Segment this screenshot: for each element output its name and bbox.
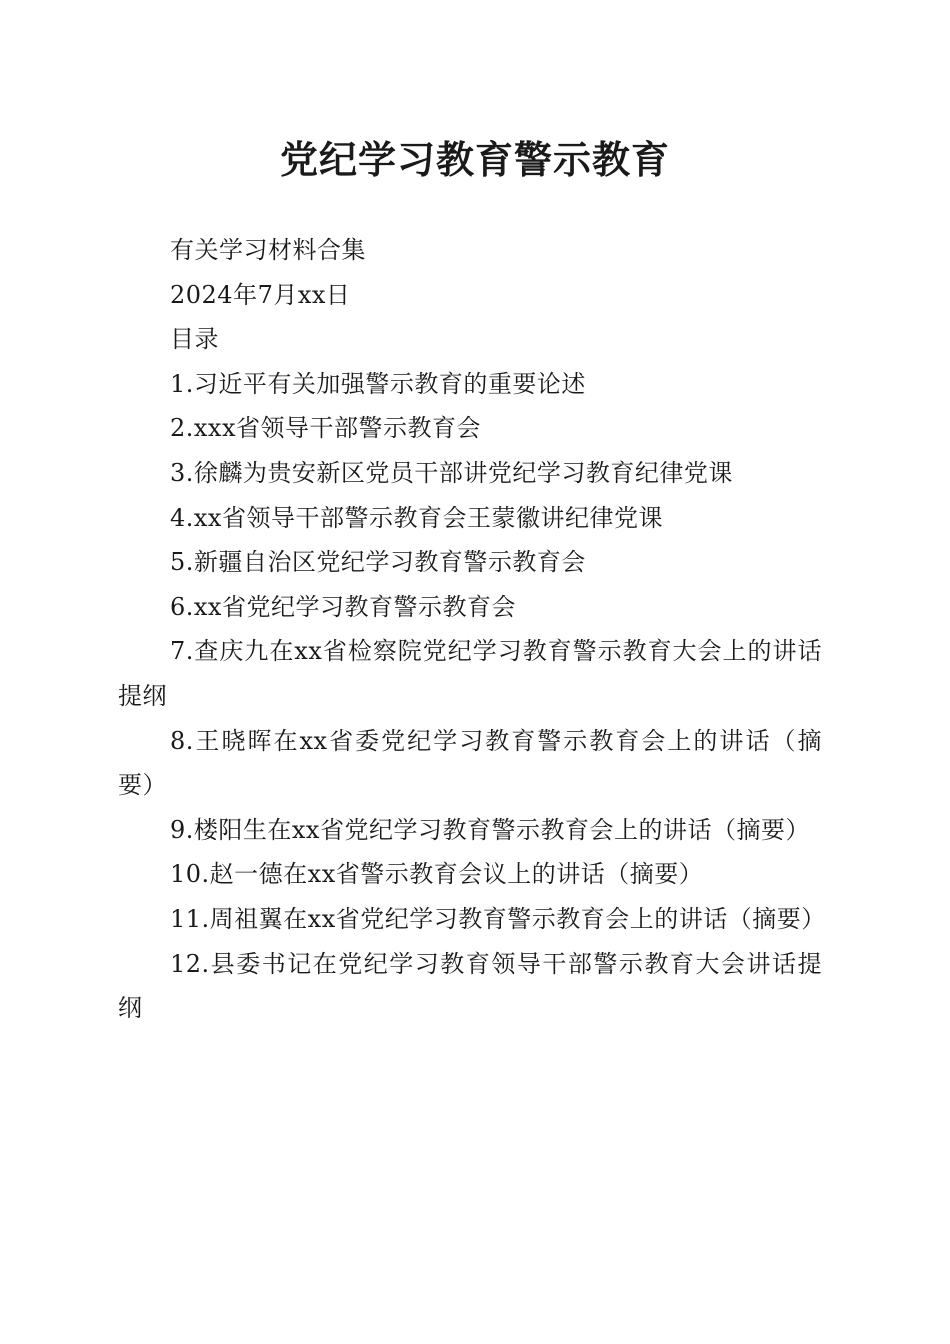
toc-item: 9.楼阳生在xx省党纪学习教育警示教育会上的讲话（摘要） — [170, 815, 810, 844]
document-title: 党纪学习教育警示教育 — [279, 137, 670, 182]
toc-item: 11.周祖翼在xx省党纪学习教育警示教育会上的讲话（摘要） — [170, 904, 826, 933]
toc-item: 5.新疆自治区党纪学习教育警示教育会 — [170, 548, 586, 577]
document-body — [118, 228, 826, 1031]
toc-item: 7.查庆九在xx省检察院党纪学习教育警示教育大会上的讲话提纲 — [118, 637, 822, 710]
toc-heading: 目录 — [170, 325, 219, 354]
toc-item: 6.xx省党纪学习教育警示教育会 — [170, 592, 516, 621]
document-date: 2024年7月xx日 — [170, 280, 351, 309]
document-subtitle: 有关学习材料合集 — [170, 236, 366, 264]
toc-item: 2.xxx省领导干部警示教育会 — [170, 414, 482, 443]
toc-item: 1.习近平有关加强警示教育的重要论述 — [170, 369, 586, 398]
toc-item: 3.徐麟为贵安新区党员干部讲党纪学习教育纪律党课 — [170, 458, 733, 487]
toc-item: 8.王晓晖在xx省委党纪学习教育警示教育会上的讲话（摘要） — [118, 726, 822, 800]
toc-item: 10.赵一德在xx省警示教育会议上的讲话（摘要） — [170, 860, 704, 889]
toc-item: 12.县委书记在党纪学习教育领导干部警示教育大会讲话提纲 — [118, 949, 822, 1023]
toc-item: 4.xx省领导干部警示教育会王蒙徽讲纪律党课 — [170, 503, 663, 532]
